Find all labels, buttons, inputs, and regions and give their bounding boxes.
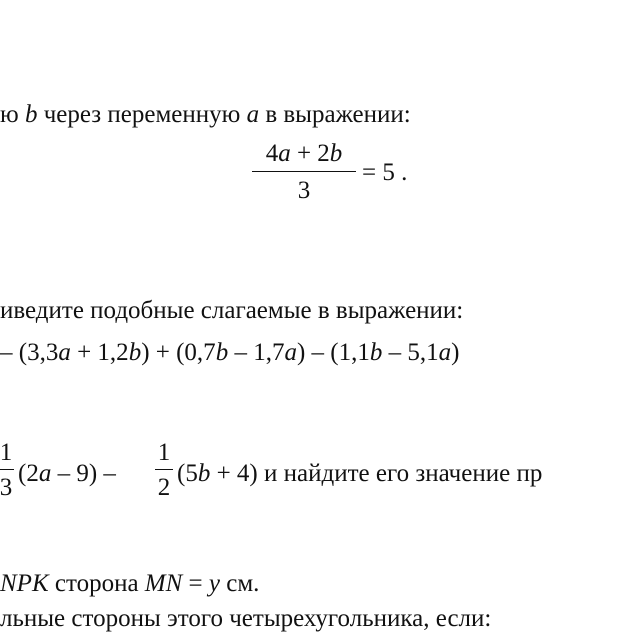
task1-fraction-bar [252, 171, 356, 172]
task3-frac1-bar [0, 469, 14, 470]
task1-text-a: ю [0, 101, 25, 128]
task3-fraction-2 [155, 440, 173, 500]
task4-line-2: льные стороны этого четырехугольника, если: [0, 605, 492, 632]
task1-text-c: в выражении: [259, 101, 411, 128]
task1-numerator: 4a + 2b [265, 140, 343, 167]
task3-paren-2: (5b + 4) и найдите его значение пр [177, 460, 543, 487]
task1-denominator: 3 [297, 177, 311, 204]
task1-rhs: = 5 . [362, 159, 408, 186]
task2-heading: иведите подобные слагаемые в выражении: [0, 297, 464, 324]
task3-frac2-den: 2 [157, 474, 171, 501]
task4-line-1: NPK сторона MN = y см. [0, 570, 260, 597]
task3-frac2-bar [155, 469, 173, 470]
task3-fraction-1 [0, 440, 14, 500]
task1-var-b: b [24, 101, 38, 128]
task2-expression: – (3,3a + 1,2b) + (0,7b – 1,7a) – (1,1b – 5,1a) [0, 339, 460, 366]
task1-var-a: a [246, 101, 260, 128]
task1-statement [0, 102, 411, 127]
task3-frac2-num: 1 [157, 439, 171, 466]
task3-frac1-num: 1 [0, 439, 13, 466]
task1-fraction [252, 141, 356, 203]
task3-frac1-den: 3 [0, 474, 13, 501]
task1-text-b: через переменную [37, 101, 247, 128]
task3-paren-1: (2a – 9) – [18, 460, 116, 487]
